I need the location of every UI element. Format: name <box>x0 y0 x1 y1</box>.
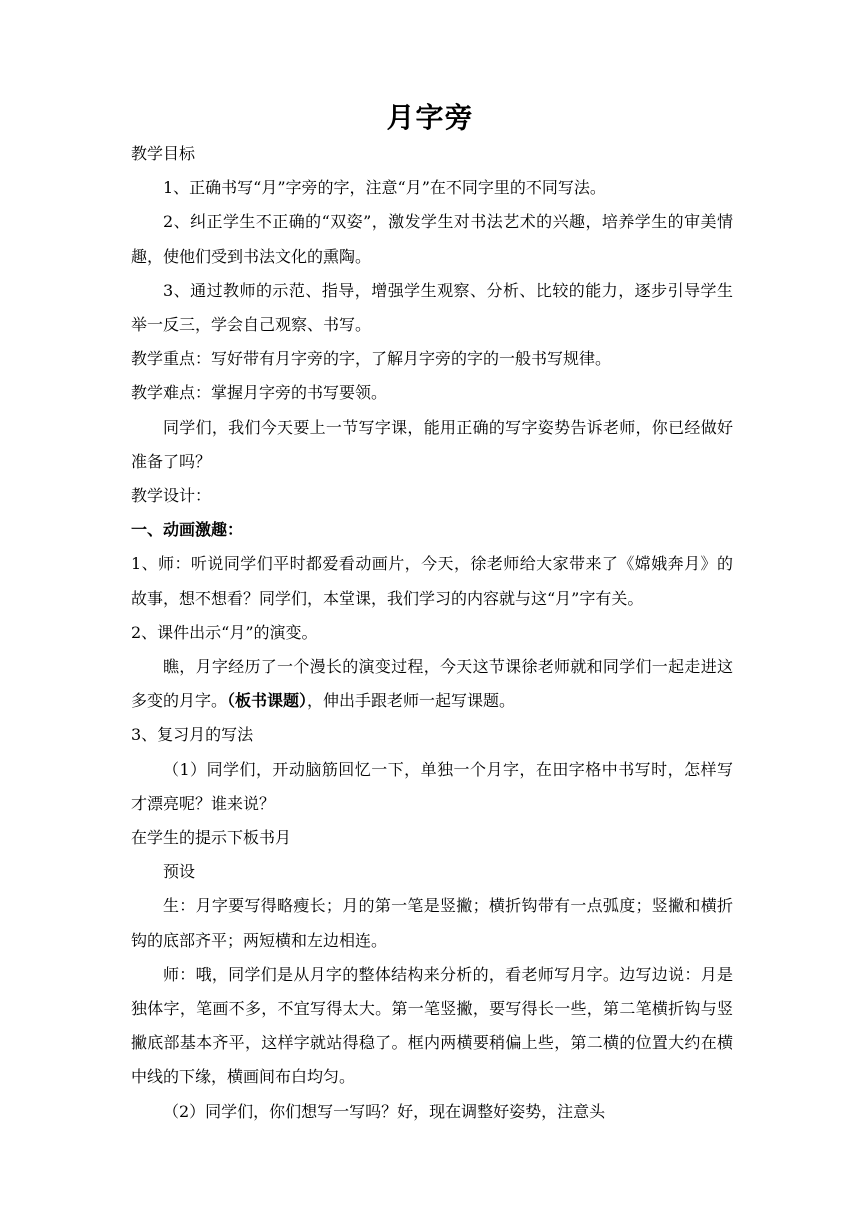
objective-3: 3、通过教师的示范、指导，增强学生观察、分析、比较的能力，逐步引导学生举一反三，学会自己观察、书写。 <box>131 280 733 335</box>
teaching-difficulty: 教学难点：掌握月字旁的书写要领。 <box>131 383 388 403</box>
document-body <box>131 137 733 1129</box>
section-heading-animation: 一、动画激趣： <box>131 520 244 540</box>
section-heading-objectives: 教学目标 <box>131 144 196 163</box>
step-3-review: 3、复习月的写法 <box>131 725 254 745</box>
teacher-explanation: 师：哦，同学们是从月字的整体结构来分析的，看老师写月字。边写边说：月是独体字，笔画不多，不宜写得太大。第一笔竖撇，要写得长一些，第二笔横折钩与竖撇底部基本齐平，这样字就站得稳了。框内两横要稍偏上些，第二横的位置大约在横中线的下缘，横画间布白均匀。 <box>131 964 733 1087</box>
preset-label: 预设 <box>163 862 196 882</box>
board-writing-note: 在学生的提示下板书月 <box>131 828 292 848</box>
student-answer: 生：月字要写得略瘦长；月的第一笔是竖撇；横折钩带有一点弧度；竖撇和横折钩的底部齐平；两短横和左边相连。 <box>131 896 733 950</box>
opening-question: 同学们，我们今天要上一节写字课，能用正确的写字姿势告诉老师，你已经做好准备了吗？ <box>131 417 733 471</box>
board-title-note: （板书课题） <box>227 691 308 711</box>
teaching-focus: 教学重点：写好带有月字旁的字，了解月字旁的字的一般书写规律。 <box>131 349 612 369</box>
section-heading-design: 教学设计： <box>131 486 212 506</box>
objective-2: 2、纠正学生不正确的“双姿”，激发学生对书法艺术的兴趣，培养学生的审美情趣，使他们受到书法文化的熏陶。 <box>131 212 733 266</box>
review-question-1: （1）同学们，开动脑筋回忆一下，单独一个月字，在田字格中书写时，怎样写才漂亮呢？谁来说？ <box>131 759 733 813</box>
step-1-teacher: 1、师：听说同学们平时都爱看动画片，今天，徐老师给大家带来了《嫦娥奔月》的故事，想不想看？同学们，本堂课，我们学习的内容就与这“月”字有关。 <box>131 554 733 608</box>
objective-1: 1、正确书写“月”字旁的字，注意“月”在不同字里的不同写法。 <box>163 178 606 198</box>
evolution-paragraph <box>131 650 733 718</box>
evolution-text-after: ，伸出手跟老师一起写课题。 <box>307 691 516 711</box>
step-2-courseware: 2、课件出示“月”的演变。 <box>131 622 318 642</box>
document-title: 月字旁 <box>386 101 474 134</box>
review-question-2: （2）同学们，你们想写一写吗？好，现在调整好姿势，注意头 <box>163 1101 606 1121</box>
evolution-text-before: 瞧，月字经历了一个漫长的演变过程，今天这节课徐老师就和同学们一起走进这多变的月字。 <box>131 657 733 711</box>
